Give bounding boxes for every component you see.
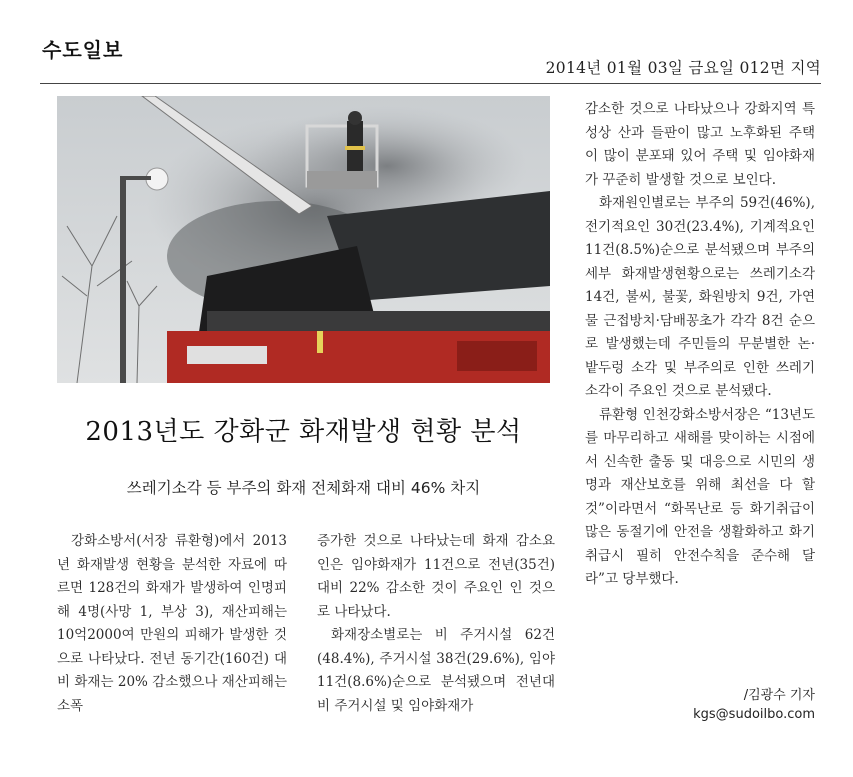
article-subheadline: 쓰레기소각 등 부주의 화재 전체화재 대비 46% 차지 [126,479,481,497]
fire-scene-photo [57,96,550,383]
article-column-2 [317,530,555,718]
newspaper-masthead: 수도일보 [42,38,124,62]
article-column-3 [585,98,815,592]
reporter-byline: /김광수 기자 [743,688,815,703]
paragraph: 강화소방서(서장 류환형)에서 2013년 화재발생 현황을 분석한 자료에 따르면 128건의 화재가 발생하여 인명피해 4명(사망 1, 부상 3), 재산피해는 10억2000여 만원의 피해가 발생한 것으로 나타났다. 전년 동기간(160건) 대비 화재는 20% 감소했으나 재산피해는 소폭 [57,533,287,714]
reporter-email[interactable]: kgs@sudoilbo.com [693,707,815,722]
article-headline: 2013년도 강화군 화재발생 현황 분석 [85,417,522,447]
paragraph: 증가한 것으로 나타났는데 화재 감소요인은 임야화재가 11건으로 전년(35건)대비 22% 감소한 것이 주요인 인 것으로 나타났다. [317,533,555,620]
header-rule [40,83,821,84]
paragraph: 류환형 인천강화소방서장은 “13년도를 마무리하고 새해를 맞이하는 시점에서 신속한 출동 및 대응으로 시민의 생명과 재산보호를 위해 최선을 다 할 것”이라면서 “화목난로 등 화기취급이 많은 동절기에 안전을 생활화하고 화기취급시 필히 안전수칙을 준수해 달라”고 당부했다. [585,406,815,587]
publication-dateline: 2014년 01월 03일 금요일 012면 지역 [545,59,821,77]
paragraph: 감소한 것으로 나타났으나 강화지역 특성상 산과 들판이 많고 노후화된 주택이 많이 분포돼 있어 주택 및 임야화재가 꾸준히 발생할 것으로 보인다. [585,101,815,188]
paragraph: 화재장소별로는 비 주거시설 62건(48.4%), 주거시설 38건(29.6%), 임야 11건(8.6%)순으로 분석됐으며 전년대비 주거시설 및 임야화재가 [317,627,555,714]
article-column-1 [57,530,287,718]
paragraph: 화재원인별로는 부주의 59건(46%), 전기적요인 30건(23.4%), 기계적요인 11건(8.5%)순으로 분석됐으며 부주의세부 화재발생현황으로는 쓰레기소각 14건, 불씨, 불꽃, 화원방치 9건, 가연물 근접방치·담배꽁초가 각각 8건 순으로 발생했는데 주민들의 무분별한 논·밭두렁 소각 및 부주의로 인한 쓰레기소각이 주요인 것으로 분석됐다. [585,195,815,399]
